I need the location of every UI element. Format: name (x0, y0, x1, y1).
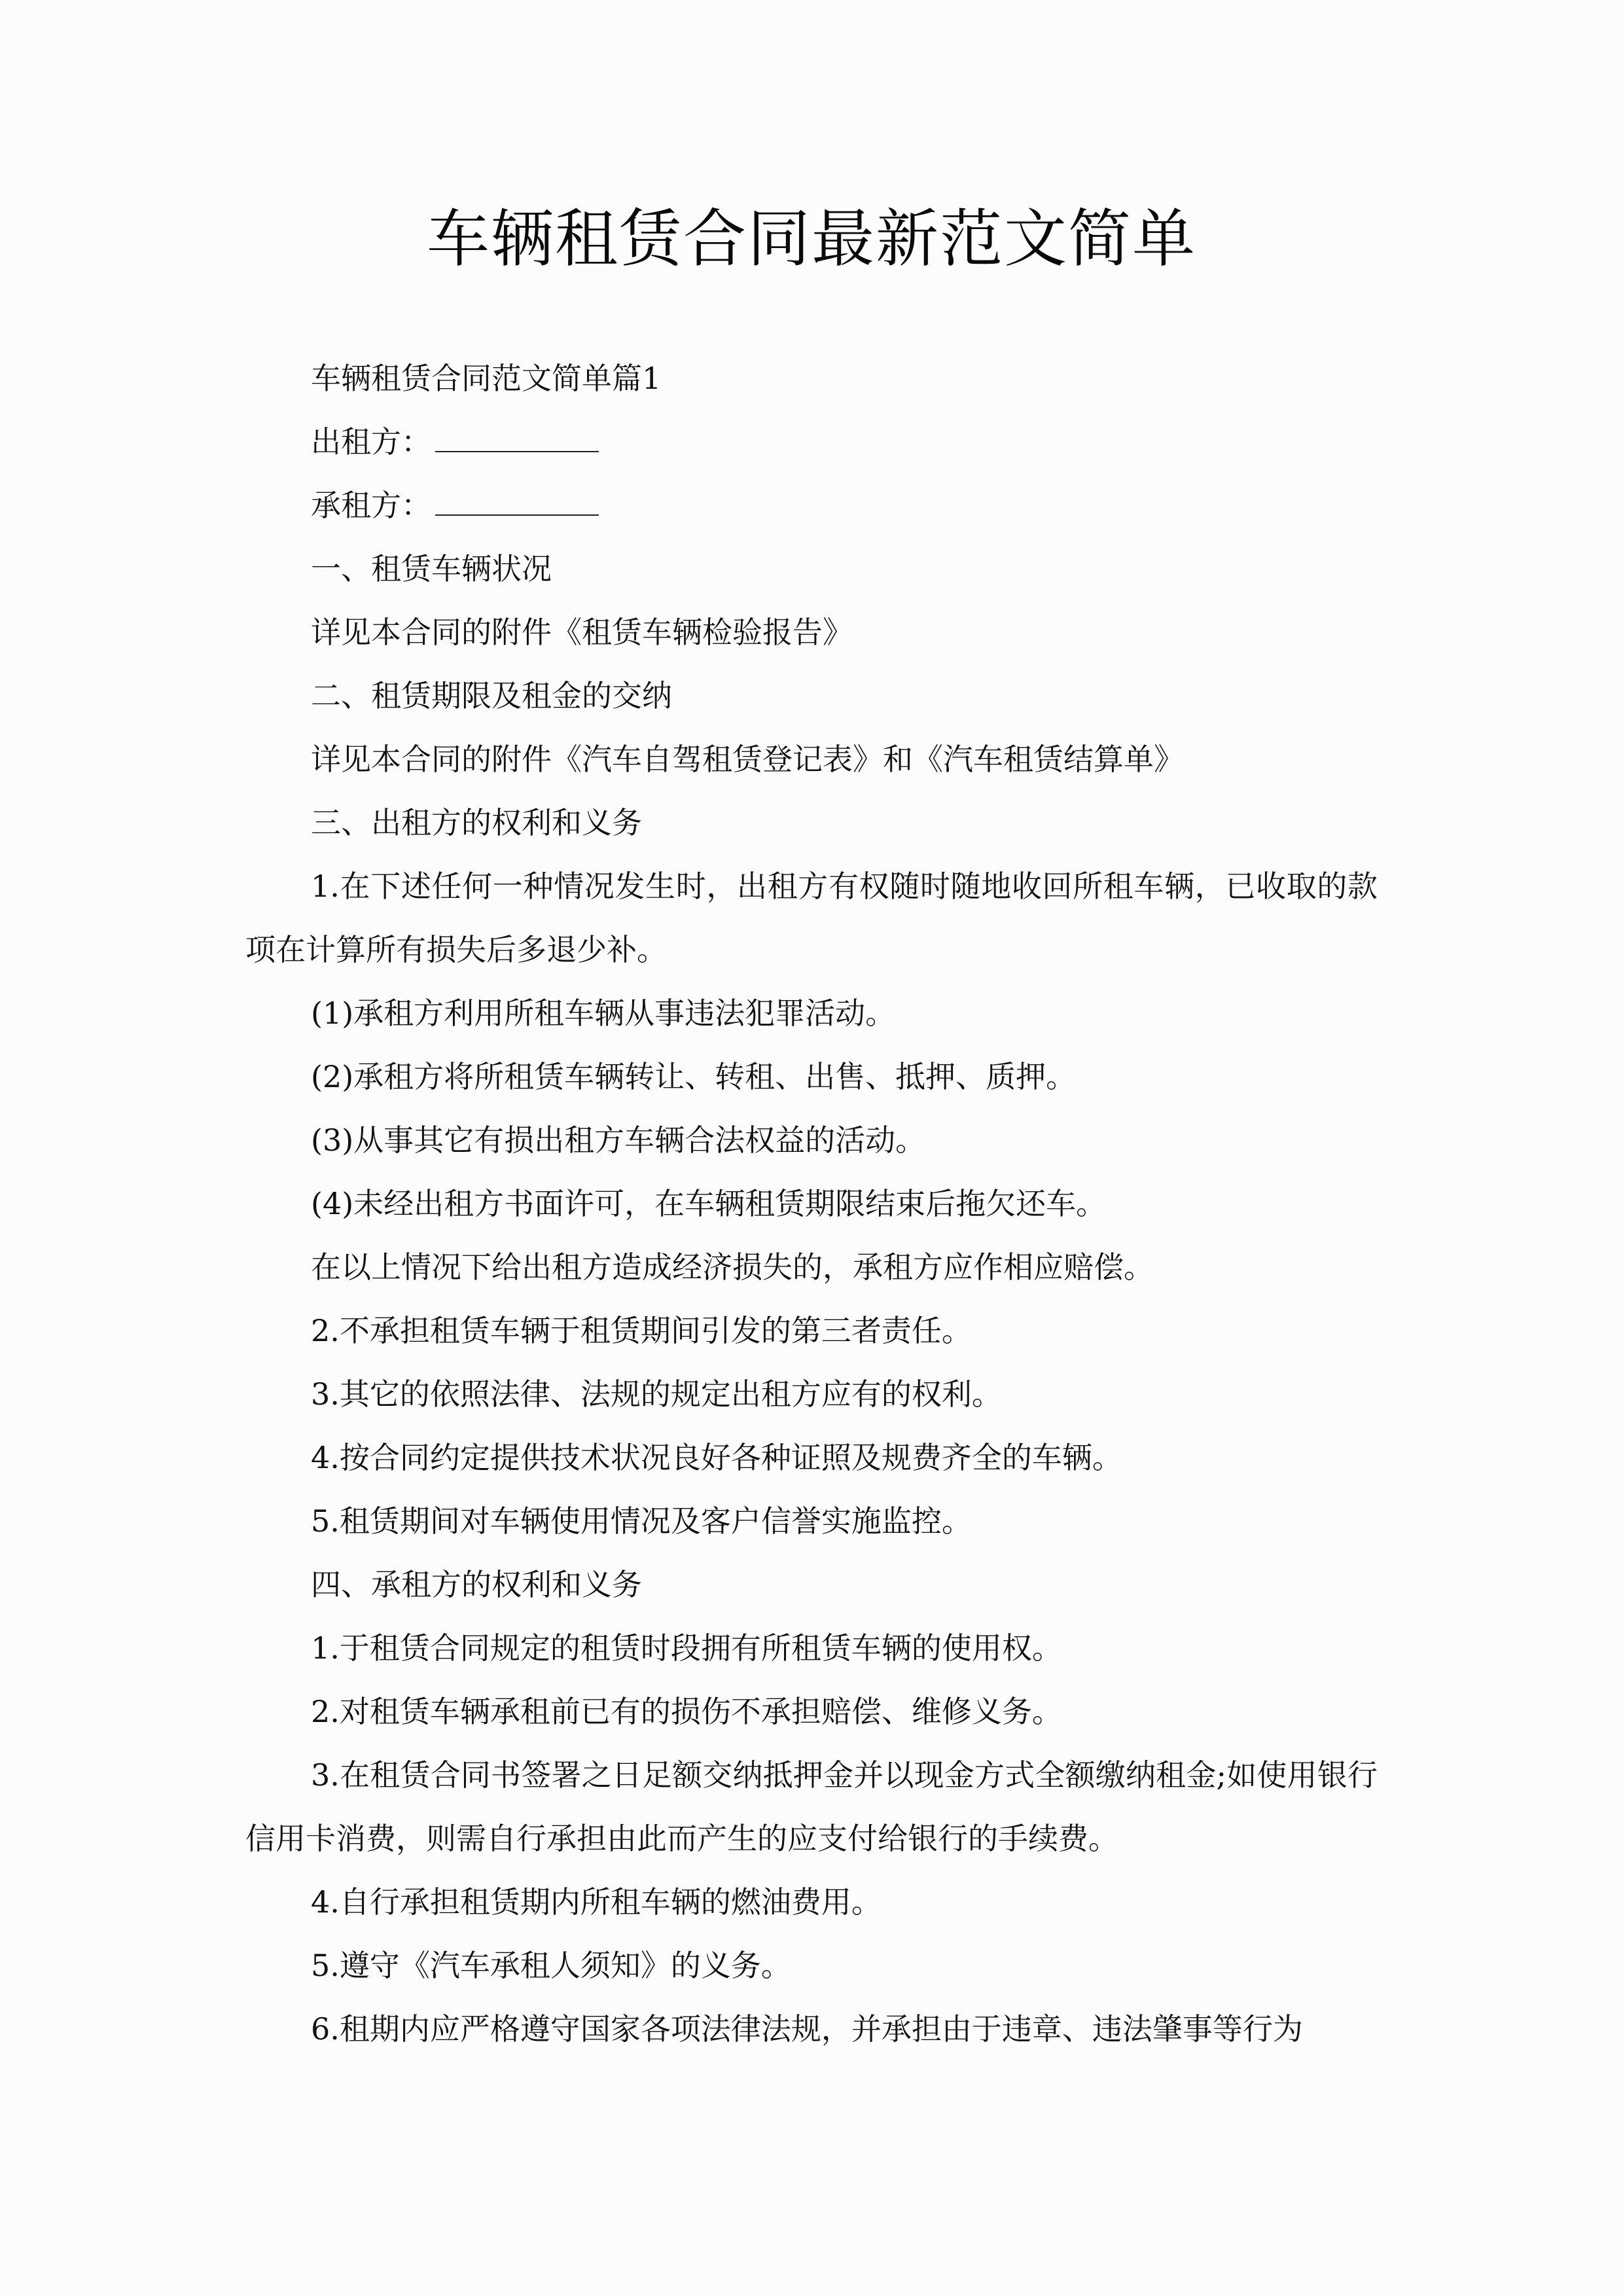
lessor-line (245, 410, 1378, 474)
lessor-blank-field[interactable] (435, 422, 599, 452)
list-item: (2)承租方将所租赁车辆转让、转租、出售、抵押、质押。 (311, 1059, 1077, 1094)
heading-lease-term-rent: 二、租赁期限及租金的交纳 (311, 678, 672, 713)
list-item: 6.租期内应严格遵守国家各项法律法规，并承担由于违章、违法肇事等行为 (311, 2011, 1303, 2047)
lessee-label: 承租方： (311, 488, 431, 523)
paragraph: 在以上情况下给出租方造成经济损失的，承租方应作相应赔偿。 (311, 1249, 1154, 1285)
list-item: 3.在租赁合同书签署之日足额交纳抵押金并以现金方式全额缴纳租金;如使用银行信用卡消费，则需自行承担由此而产生的应支付给银行的手续费。 (245, 1757, 1378, 1856)
lessee-line (245, 474, 1378, 537)
list-item: 1.于租赁合同规定的租赁时段拥有所租赁车辆的使用权。 (311, 1630, 1062, 1666)
document-body (245, 347, 1378, 2061)
heading-vehicle-condition: 一、租赁车辆状况 (311, 551, 552, 586)
heading-lessor-rights: 三、出租方的权利和义务 (311, 805, 642, 840)
list-item: (3)从事其它有损出租方车辆合法权益的活动。 (311, 1122, 926, 1158)
paragraph: 详见本合同的附件《汽车自驾租赁登记表》和《汽车租赁结算单》 (311, 742, 1184, 777)
paragraph: 1.在下述任何一种情况发生时，出租方有权随时随地收回所租车辆，已收取的款项在计算所有损失后多退少补。 (245, 869, 1378, 967)
lessee-blank-field[interactable] (435, 486, 599, 516)
list-item: (1)承租方利用所租车辆从事违法犯罪活动。 (311, 996, 896, 1031)
paragraph: 详见本合同的附件《租赁车辆检验报告》 (311, 615, 853, 650)
list-item: 2.对租赁车辆承租前已有的损伤不承担赔偿、维修义务。 (311, 1694, 1062, 1729)
lessor-label: 出租方： (311, 424, 431, 459)
list-item: 2.不承担租赁车辆于租赁期间引发的第三者责任。 (311, 1313, 972, 1348)
list-item: (4)未经出租方书面许可，在车辆租赁期限结束后拖欠还车。 (311, 1186, 1107, 1221)
list-item: 4.自行承担租赁期内所租车辆的燃油费用。 (311, 1884, 882, 1920)
list-item: 5.遵守《汽车承租人须知》的义务。 (311, 1948, 791, 1983)
list-item: 5.租赁期间对车辆使用情况及客户信誉实施监控。 (311, 1503, 972, 1539)
section-subtitle: 车辆租赁合同范文简单篇1 (311, 361, 662, 396)
list-item: 4.按合同约定提供技术状况良好各种证照及规费齐全的车辆。 (311, 1440, 1122, 1475)
list-item: 3.其它的依照法律、法规的规定出租方应有的权利。 (311, 1376, 1002, 1412)
document-title: 车辆租赁合同最新范文简单 (427, 202, 1196, 276)
heading-lessee-rights: 四、承租方的权利和义务 (311, 1567, 642, 1602)
